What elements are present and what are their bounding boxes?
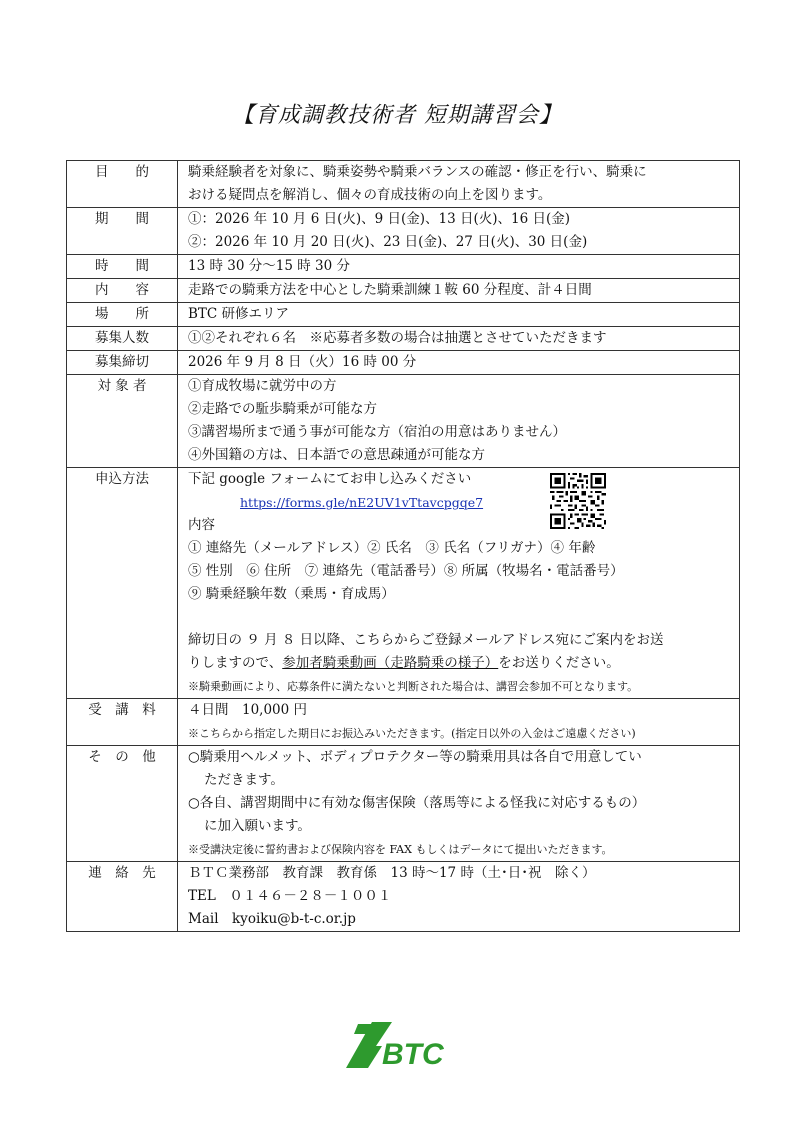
value-capacity (178, 327, 740, 351)
contact-mail[interactable]: Mail kyoiku@b-t-c.or.jp (188, 911, 356, 927)
value-application (178, 468, 740, 699)
fee-amount: ４日間 10,000 円 (188, 702, 308, 718)
form-link-line (188, 491, 733, 514)
form-link[interactable]: https://forms.gle/nE2UV1vTtavcpgqe7 (240, 495, 484, 510)
info-table (66, 160, 740, 932)
contact-dept: ＢＴＣ業務部 教育課 教育係 13 時～17 時（土･日･祝 除く） (188, 865, 596, 881)
value-period (178, 208, 740, 255)
spacer (188, 606, 733, 629)
row-fee (67, 699, 740, 746)
row-purpose (67, 161, 740, 208)
time-line: 13 時 30 分～15 時 30 分 (188, 258, 350, 274)
purpose-line: おける疑問点を解消し、個々の育成技術の向上を図ります。 (188, 187, 552, 203)
application-notice-line2 (188, 652, 733, 675)
other-item: ただきます。 (204, 772, 284, 788)
application-content-heading: 内容 (188, 517, 215, 533)
row-other (67, 746, 740, 862)
application-intro: 下記 google フォームにてお申し込みください (188, 471, 472, 487)
value-place (178, 303, 740, 327)
label-deadline: 募集締切 (67, 351, 178, 375)
value-deadline (178, 351, 740, 375)
row-deadline (67, 351, 740, 375)
video-requirement: 参加者騎乗動画（走路騎乗の様子） (282, 655, 499, 671)
deadline-line: 2026 年 9 月 8 日（火）16 時 00 分 (188, 354, 417, 370)
row-time (67, 255, 740, 279)
capacity-line: ①②それぞれ６名 ※応募者多数の場合は抽選とさせていただきます (188, 330, 607, 346)
application-notice-line1: 締切日の ９ 月 ８ 日以降、こちらからご登録メールアドレス宛にご案内をお送 (188, 632, 664, 648)
row-application (67, 468, 740, 699)
other-note: ※受講決定後に誓約書および保険内容を FAX もしくはデータにて提出いただきます。 (188, 843, 613, 856)
value-contact (178, 862, 740, 932)
other-item: ○各自、講習期間中に有効な傷害保険（落馬等による怪我に対応するもの） (188, 795, 646, 811)
row-period (67, 208, 740, 255)
value-other (178, 746, 740, 862)
logo-text: BTC (382, 1038, 444, 1071)
btc-logo-icon (346, 1016, 450, 1072)
purpose-line: 騎乗経験者を対象に、騎乗姿勢や騎乗バランスの確認・修正を行い、騎乗に (188, 164, 647, 180)
value-purpose (178, 161, 740, 208)
label-place: 場 所 (67, 303, 178, 327)
label-time: 時 間 (67, 255, 178, 279)
content-line: 走路での騎乗方法を中心とした騎乗訓練１鞍 60 分程度、計４日間 (188, 282, 592, 298)
value-fee (178, 699, 740, 746)
label-capacity: 募集人数 (67, 327, 178, 351)
period-line: ①：2026 年 10 月 6 日(火)、9 日(金)、13 日(火)、16 日(金) (188, 211, 571, 227)
place-line: BTC 研修エリア (188, 306, 290, 322)
other-item: に加入願います。 (204, 818, 311, 834)
eligibility-line: ②走路での駈歩騎乗が可能な方 (188, 401, 377, 417)
value-eligibility (178, 375, 740, 468)
value-time (178, 255, 740, 279)
application-item: ① 連絡先（メールアドレス）② 氏名 ③ 氏名（フリガナ）④ 年齢 (188, 540, 596, 556)
label-contact: 連 絡 先 (67, 862, 178, 932)
eligibility-line: ③講習場所まで通う事が可能な方（宿泊の用意はありません） (188, 424, 566, 440)
period-line: ②：2026 年 10 月 20 日(火)、23 日(金)、27 日(火)、30 日(金) (188, 234, 588, 250)
row-capacity (67, 327, 740, 351)
row-contact (67, 862, 740, 932)
label-period: 期 間 (67, 208, 178, 255)
label-application: 申込方法 (67, 468, 178, 699)
row-place (67, 303, 740, 327)
notice-text: りしますので、 (188, 655, 283, 671)
label-content: 内 容 (67, 279, 178, 303)
label-other: そ の 他 (67, 746, 178, 862)
page-title: 【育成調教技術者 短期講習会】 (232, 103, 562, 128)
row-eligibility (67, 375, 740, 468)
fee-note: ※こちらから指定した期日にお振込みいただきます。(指定日以外の入金はご遠慮ください) (188, 727, 636, 740)
application-item: ⑤ 性別 ⑥ 住所 ⑦ 連絡先（電話番号）⑧ 所属（牧場名・電話番号） (188, 563, 624, 579)
label-purpose: 目 的 (67, 161, 178, 208)
value-content (178, 279, 740, 303)
contact-tel: TEL ０１４６－２８－１００１ (188, 888, 392, 904)
eligibility-line: ④外国籍の方は、日本語での意思疎通が可能な方 (188, 447, 485, 463)
eligibility-line: ①育成牧場に就労中の方 (188, 378, 337, 394)
qr-code-icon[interactable] (550, 473, 606, 529)
other-item: ○騎乗用ヘルメット、ボディプロテクター等の騎乗用具は各自で用意してい (188, 749, 642, 765)
label-eligibility: 対 象 者 (67, 375, 178, 468)
application-item: ⑨ 騎乗経験年数（乗馬・育成馬） (188, 586, 395, 602)
application-note: ※騎乗動画により、応募条件に満たないと判断された場合は、講習会参加不可となります。 (188, 680, 639, 693)
notice-text: をお送りください。 (498, 655, 620, 671)
row-content (67, 279, 740, 303)
label-fee: 受 講 料 (67, 699, 178, 746)
